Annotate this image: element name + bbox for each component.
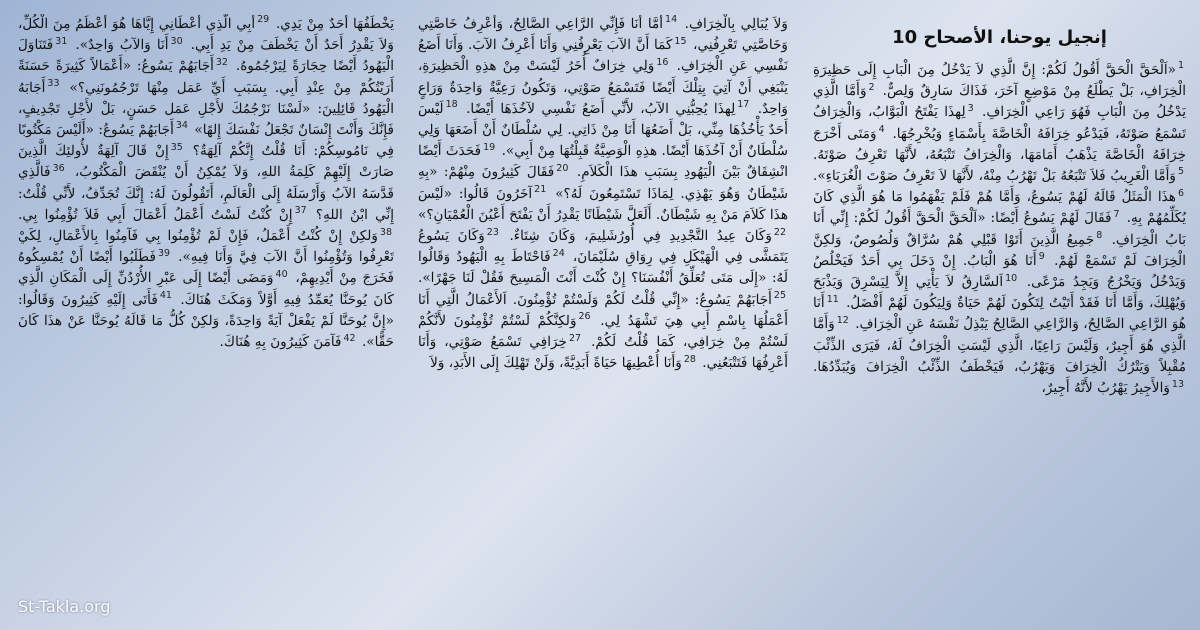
verse-text: أَنَا هُوَ الْبَابُ. إِنْ دَخَلَ بِي أَحَدٌ فَيَخْلُصُ وَيَدْخُلُ وَيَخْرُجُ وَيَجِدُ مَرْعًى.	[813, 252, 1186, 291]
verse-number: 29	[257, 14, 270, 26]
verse-text: أَبِي الَّذِي أَعْطَانِي إِيَّاهَا هُوَ أَعْظَمُ مِنَ الْكُلِّ، وَلاَ يَقْدِرُ أَحَدٌ أَنْ يَخْطَفَ مِنْ يَدِ أَبِي.	[18, 16, 394, 54]
verse-text: فَطَلَبُوا أَيْضًا أَنْ يُمْسِكُوهُ فَخَرَجَ مِنْ أَيْدِيهِمْ،	[18, 249, 394, 287]
column-2	[418, 14, 788, 614]
verse-number: 37	[294, 205, 307, 217]
verse-text: لَيْسَ أَحَدٌ يَأْخُذُهَا مِنِّي، بَلْ أَضَعُهَا أَنَا مِنْ ذَاتِي. لِي سُلْطَانٌ أَنْ أَضَعَهَا وَلِي سُلْطَانٌ أَنْ آخُذَهَا أَيْضًا. هذِهِ الْوَصِيَّةُ قَبِلْتُهَا مِنْ أَبِي».	[418, 100, 788, 160]
verse-text: وَأَنَا أُعْطِيهَا حَيَاةً أَبَدِيَّةً، وَلَنْ تَهْلِكَ إِلَى الأَبَدِ، وَلاَ	[430, 355, 682, 372]
verse-text: أَجَابَهُ الْيَهُودُ قَائِلِينَ: «لَسْنَا نَرْجُمُكَ لأَجْلِ عَمَل حَسَنٍ، بَلْ لأَجْلِ تَجْدِيفٍ، فَإِنَّكَ وَأَنْتَ إِنْسَانٌ تَجْعَلُ نَفْسَكَ إِلهًا»	[18, 79, 394, 139]
verse-text: وَلاَ يُبَالِي بِالْخِرَافِ.	[684, 16, 788, 32]
verse-text: يَخْطَفُهَا أَحَدٌ مِنْ يَدِي.	[275, 16, 394, 32]
verse-text: فَحَدَثَ أَيْضًا انْشِقَاقٌ بَيْنَ الْيَهُودِ بِسَبَبِ هذَا الْكَلاَمِ.	[418, 143, 788, 181]
verse-text: فَاحْتَاطَ بِهِ الْيَهُودُ وَقَالُوا لَهُ: «إِلَى مَتَى تُعَلِّقُ أَنْفُسَنَا؟ إِنْ كُنْتَ أَنْتَ الْمَسِيحَ فَقُلْ لَنَا جَهْرًا».	[418, 249, 788, 287]
column-1	[813, 22, 1186, 622]
verse-text: أَجَابَهُمْ يَسُوعُ: «أَلَيْسَ مَكْتُوبًا فِي نَامُوسِكُمْ: أَنَا قُلْتُ إِنَّكُمْ آلِهَةٌ؟	[18, 122, 394, 160]
verse-text: أَمَّا أَنَا فَإِنِّي الرَّاعِي الصَّالِحُ، وَأَعْرِفُ خَاصَّتِي وَخَاصَّتِي تَعْرِفُنِي،	[418, 16, 788, 54]
verse-text: فَالَّذِي قَدَّسَهُ الآبُ وَأَرْسَلَهُ إِلَى الْعَالَمِ، أَتَقُولُونَ لَهُ: إِنَّكَ تُجَدِّفُ، لأَنِّي قُلْتُ: إِنِّي ابْنُ اللهِ؟	[18, 164, 394, 223]
verse-text: أَنَا وَالآبُ وَاحِدٌ».	[75, 37, 169, 54]
verse-number: 22	[773, 226, 786, 238]
verse-text: اَلسَّارِقُ لاَ يَأْتِي إِلاَّ لِيَسْرِقَ وَيَذْبَحَ وَيُهْلِكَ، وَأَمَّا أَنَا فَقَدْ أَتَيْتُ لِتَكُونَ لَهُمْ حَيَاةٌ وَلِيَكُونَ لَهُمْ أَفْضَلُ.	[813, 274, 1186, 312]
verse-number: 11	[826, 293, 839, 305]
verse-number: 10	[1005, 272, 1018, 284]
verse-number: 36	[52, 162, 65, 174]
verse-number: 42	[343, 332, 356, 344]
verses-column-3	[18, 14, 394, 353]
verse-number: 25	[773, 290, 786, 302]
verse-number: 17	[737, 99, 750, 111]
verse-number: 19	[483, 141, 496, 153]
verse-number: 15	[674, 35, 687, 47]
verse-number: 26	[578, 311, 591, 323]
verse-text: وَأَمَّا الْغَرِيبُ فَلاَ تَتْبَعُهُ بَلْ تَهْرُبُ مِنْهُ، لأَنَّهَا لاَ تَعْرِفُ صَوْتَ الْغُرَبَاءِ».	[813, 168, 1176, 185]
verse-text: أَجَابَهُمْ يَسُوعُ: «إِنِّي قُلْتُ لَكُمْ وَلَسْتُمْ تُؤْمِنُونَ. اَلأَعْمَالُ الَّتِي أَنَا أَعْمَلُهَا بِاسْمِ أَبِي هِيَ تَشْهَدُ لِي.	[418, 291, 788, 329]
verse-text: وَلِي خِرَافٌ أُخَرُ لَيْسَتْ مِنْ هذِهِ الْحَظِيرَةِ، يَنْبَغِي أَنْ آتِيَ بِتِلْكَ أَيْضًا فَتَسْمَعُ صَوْتِي، وَتَكُونُ رَعِيَّةٌ وَاحِدَةٌ وَرَاعٍ وَاحِدٌ.	[418, 58, 788, 117]
verse-text: وَلكِنَّكُمْ لَسْتُمْ تُؤْمِنُونَ لأَنَّكُمْ لَسْتُمْ مِنْ خِرَافِي، كَمَا قُلْتُ لَكُمْ.	[418, 312, 788, 351]
verse-number: 1	[1177, 60, 1184, 72]
verse-number: 40	[275, 268, 288, 280]
verse-text: لِهذَا يَفْتَحُ الْبَوَّابُ، وَالْخِرَافُ تَسْمَعُ صَوْتَهُ، فَيَدْعُو خِرَافَهُ الْخَاصَّةَ بِأَسْمَاءٍ وَيُخْرِجُهَا.	[813, 104, 1186, 142]
verse-number: 13	[1171, 378, 1184, 390]
verse-text: كَمَا أَنَّ الآبَ يَعْرِفُنِي وَأَنَا أَعْرِفُ الآبَ. وَأَنَا أَضَعُ نَفْسِي عَنِ الْخِرَافِ.	[418, 37, 788, 75]
verse-number: 35	[170, 141, 183, 153]
verse-text: فَآمَنَ كَثِيرُونَ بِهِ هُنَاكَ.	[219, 334, 342, 351]
verse-number: 12	[836, 314, 849, 326]
verse-number: 39	[157, 247, 171, 259]
verses-column-1	[813, 60, 1186, 399]
verse-text: وَأَمَّا الَّذِي يَدْخُلُ مِنَ الْبَابِ فَهُوَ رَاعِي الْخِرَافِ.	[813, 83, 1186, 121]
verse-number: 7	[1113, 208, 1120, 220]
verse-number: 27	[568, 332, 582, 344]
verse-text: لِهذَا يُحِبُّنِي الآبُ، لأَنِّي أَضَعُ نَفْسِي لآخُذَهَا أَيْضًا.	[466, 100, 736, 117]
verse-number: 3	[967, 102, 974, 114]
verse-number: 9	[1038, 251, 1045, 263]
verse-text: أَجَابَهُمْ يَسُوعُ: «أَعْمَالاً كَثِيرَةً حَسَنَةً أَرَيْتُكُمْ مِنْ عِنْدِ أَبِي. بِسَبَبِ أَيِّ عَمَل مِنْهَا تَرْجُمُونَنِي؟»	[18, 58, 394, 96]
verse-number: 38	[379, 226, 392, 238]
verse-number: 32	[215, 56, 228, 68]
verse-number: 24	[552, 247, 565, 259]
verse-text: فَأَتَى إِلَيْهِ كَثِيرُونَ وَقَالُوا: «إِنَّ يُوحَنَّا لَمْ يَفْعَلْ آيَةً وَاحِدَةً، وَلكِنْ كُلُّ مَا قَالَهُ يُوحَنَّا عَنْ هذَا كَانَ حَقًّا».	[18, 291, 394, 351]
verse-text: جَمِيعُ الَّذِينَ أَتَوْا قَبْلِي هُمْ سُرَّاقٌ وَلُصُوصٌ، وَلكِنَّ الْخِرَافَ لَمْ تَسْمَعْ لَهُمْ.	[813, 231, 1186, 269]
verse-number: 34	[175, 120, 188, 132]
verse-text: إِنْ كُنْتُ لَسْتُ أَعْمَلُ أَعْمَالَ أَبِي فَلاَ تُؤْمِنُوا بِي.	[18, 206, 293, 223]
verse-number: 20	[556, 162, 569, 174]
verse-text: فَقَالَ كَثِيرُونَ مِنْهُمْ: «بِهِ شَيْطَانٌ وَهُوَ يَهْذِي. لِمَاذَا تَسْتَمِعُونَ لَهُ؟»	[418, 164, 788, 202]
verse-text: فَقَالَ لَهُمْ يَسُوعُ أَيْضًا: «اَلْحَقَّ الْحَقَّ أَقُولُ لَكُمْ: إِنِّي أَنَا بَابُ الْخِرَافِ.	[813, 210, 1186, 248]
verse-number: 8	[1096, 230, 1103, 242]
verse-text: وَكَانَ يَسُوعُ يَتَمَشَّى فِي الْهَيْكَلِ فِي رِوَاقِ سُلَيْمَانَ،	[418, 228, 788, 266]
verse-number: 33	[47, 78, 60, 90]
verses-column-2	[418, 14, 788, 374]
verse-number: 23	[486, 226, 499, 238]
verse-number: 6	[1177, 187, 1184, 199]
verse-text: وَمَتَى أَخْرَجَ خِرَافَهُ الْخَاصَّةَ يَذْهَبُ أَمَامَهَا، وَالْخِرَافُ تَتْبَعُهُ، لأَنَّهَا تَعْرِفُ صَوْتَهُ.	[813, 125, 1186, 163]
verse-text: إِنْ قَالَ آلِهَةٌ لأُولئِكَ الَّذِينَ صَارَتْ إِلَيْهِمْ كَلِمَةُ اللهِ، وَلاَ يُمْكِنُ أَنْ يُنْقَضَ الْمَكْتُوبُ،	[18, 143, 394, 181]
verse-number: 30	[170, 35, 183, 47]
verse-number: 28	[683, 353, 696, 365]
site-watermark[interactable]: St-Takla.org	[18, 597, 111, 616]
verse-number: 31	[55, 35, 68, 47]
verse-text: وَلكِنْ إِنْ كُنْتُ أَعْمَلُ، فَإِنْ لَمْ تُؤْمِنُوا بِي فَآمِنُوا بِالأَعْمَالِ، لِكَيْ تَعْرِفُوا وَتُؤْمِنُوا أَنَّ الآبَ فِيَّ وَأَنَا فِيهِ».	[18, 228, 394, 266]
verse-number: 2	[868, 81, 875, 93]
verse-number: 21	[534, 184, 547, 196]
verse-number: 5	[1177, 166, 1184, 178]
verse-text: فَتَنَاوَلَ الْيَهُودُ أَيْضًا حِجَارَةً لِيَرْجُمُوهُ.	[18, 37, 394, 75]
verse-number: 18	[445, 99, 458, 111]
verse-number: 16	[656, 56, 669, 68]
verse-text: وَمَضَى أَيْضًا إِلَى عَبْرِ الأُرْدُنِّ إِلَى الْمَكَانِ الَّذِي كَانَ يُوحَنَّا يُعَمِّدُ فِيهِ أَوَّلاً وَمَكَثَ هُنَاكَ.	[18, 270, 394, 308]
verse-text: وَكَانَ عِيدُ التَّجْدِيدِ فِي أُورُشَلِيمَ، وَكَانَ شِتَاءٌ.	[509, 228, 772, 245]
column-3	[18, 14, 394, 614]
verse-text: آخَرُونَ قَالُوا: «لَيْسَ هذَا كَلاَمَ مَنْ بِهِ شَيْطَانٌ. أَلَعَلَّ شَيْطَانًا يَقْدِرُ أَنْ يَفْتَحَ أَعْيُنَ الْعُمْيَانِ؟»	[418, 185, 788, 223]
verse-number: 14	[665, 14, 678, 26]
verse-text: أَنَا هُوَ الرَّاعِي الصَّالِحُ، وَالرَّاعِي الصَّالِحُ يَبْذِلُ نَفْسَهُ عَنِ الْخِرَافِ.	[813, 295, 1186, 333]
verse-number: 4	[878, 124, 885, 136]
verse-text: هذَا الْمَثَلُ قَالَهُ لَهُمْ يَسُوعُ، وَأَمَّا هُمْ فَلَمْ يَفْهَمُوا مَا هُوَ الَّذِي كَانَ يُكَلِّمُهُمْ بِهِ.	[813, 189, 1186, 227]
verse-text: وَالأَجِيرُ يَهْرُبُ لأَنَّهُ أَجِيرٌ،	[1041, 380, 1170, 397]
page-title: إنجيل يوحنا، الأصحاح 10	[892, 27, 1107, 48]
verse-number: 41	[159, 290, 172, 302]
verse-text: «اَلْحَقَّ الْحَقَّ أَقُولُ لَكُمْ: إِنَّ الَّذِي لاَ يَدْخُلُ مِنَ الْبَابِ إِلَى حَظِيرَةِ الْخِرَافِ، بَلْ يَطْلَعُ مِنْ مَوْضِعٍ آخَرَ، فَذَاكَ سَارِقٌ وَلِصٌّ.	[813, 62, 1186, 100]
verse-text: خِرَافِي تَسْمَعُ صَوْتِي، وَأَنَا أَعْرِفُهَا فَتَتْبَعُنِي.	[418, 334, 788, 372]
verse-text: وَأَمَّا الَّذِي هُوَ أَجِيرٌ، وَلَيْسَ رَاعِيًا، الَّذِي لَيْسَتِ الْخِرَافُ لَهُ، فَيَرَى الذِّئْبَ مُقْبِلاً وَيَتْرُكُ الْخِرَافَ وَيَهْرُبُ، فَيَخْطَفُ الذِّئْبُ الْخِرَافَ وَيُبَدِّدُهَا.	[813, 316, 1186, 375]
